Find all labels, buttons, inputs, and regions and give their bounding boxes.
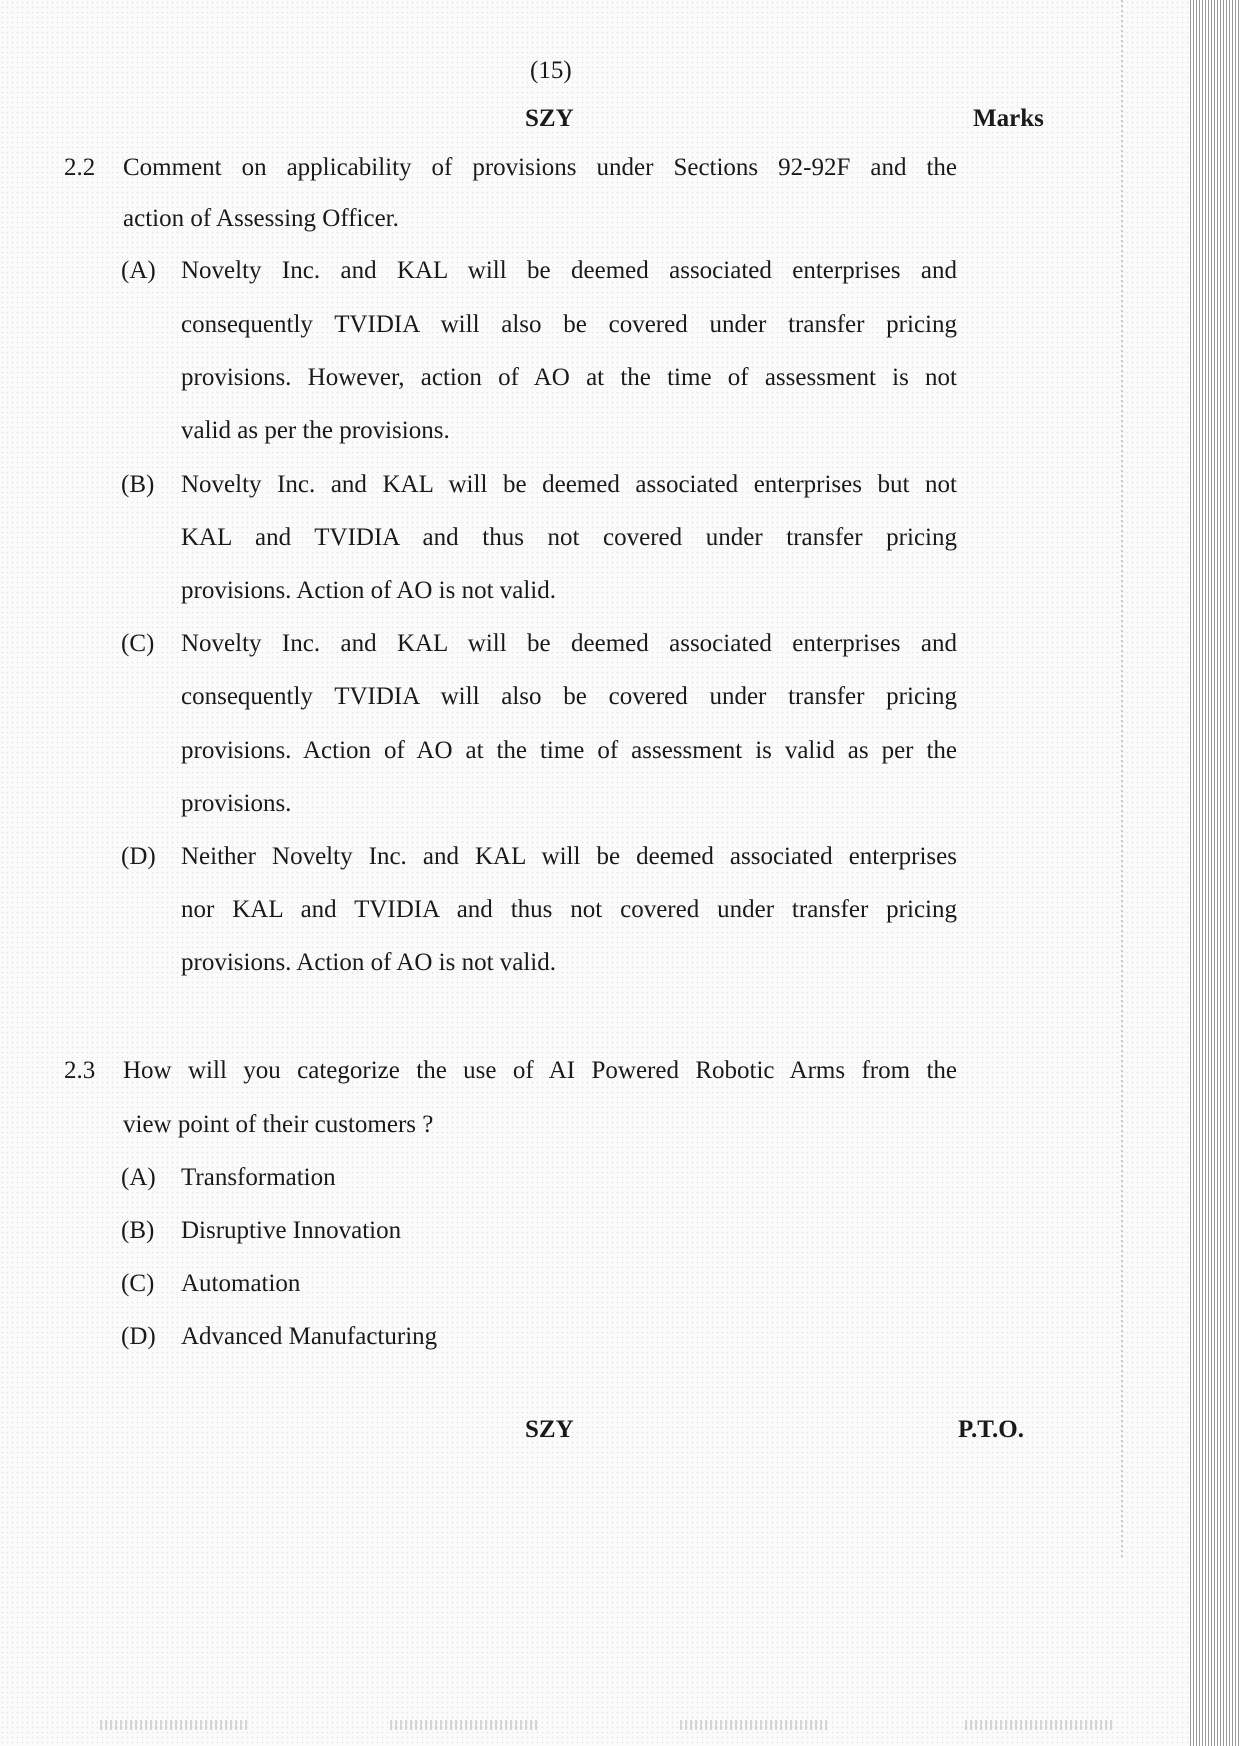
scan-smudge — [680, 1720, 830, 1730]
option-label: (A) — [121, 257, 156, 284]
option-text-line: consequently TVIDIA will also be covered under transfer pricing — [181, 311, 957, 338]
option-text-line: provisions. Action of AO is not valid. — [181, 949, 556, 976]
option-label: (B) — [121, 471, 155, 498]
option-text-line: Novelty Inc. and KAL will be deemed associated enterprises and — [181, 257, 957, 284]
option-label: (D) — [121, 1323, 156, 1350]
option-label: (A) — [121, 1164, 156, 1191]
option-text-line: provisions. Action of AO is not valid. — [181, 577, 556, 604]
option-text-line: valid as per the provisions. — [181, 417, 450, 444]
option-label: (B) — [121, 1217, 155, 1244]
page-number: (15) — [530, 57, 572, 84]
paper-code-header: SZY — [525, 105, 574, 132]
option-label: (C) — [121, 1270, 155, 1297]
option-text-line: provisions. — [181, 790, 292, 817]
option-text-line: provisions. However, action of AO at the time of assessment is not — [181, 364, 957, 391]
scan-smudge — [965, 1720, 1115, 1730]
please-turn-over: P.T.O. — [958, 1416, 1024, 1443]
scanner-binding-strip — [1190, 0, 1239, 1746]
paper-code-footer: SZY — [525, 1416, 574, 1443]
option-text-line: Neither Novelty Inc. and KAL will be deemed associated enterprises — [181, 843, 957, 870]
option-label: (D) — [121, 843, 156, 870]
scan-edge-line — [1121, 0, 1123, 1560]
question-text-line: Comment on applicability of provisions under Sections 92-92F and the — [123, 154, 957, 181]
option-text-line: nor KAL and TVIDIA and thus not covered under transfer pricing — [181, 896, 957, 923]
question-text-line: How will you categorize the use of AI Powered Robotic Arms from the — [123, 1057, 957, 1084]
option-text-line: Novelty Inc. and KAL will be deemed associated enterprises and — [181, 630, 957, 657]
option-text-line: KAL and TVIDIA and thus not covered under transfer pricing — [181, 524, 957, 551]
question-text-line: action of Assessing Officer. — [123, 205, 399, 232]
scan-smudge — [390, 1720, 540, 1730]
option-text-line: provisions. Action of AO at the time of assessment is valid as per the — [181, 737, 957, 764]
option-text-line: Advanced Manufacturing — [181, 1323, 438, 1350]
question-number: 2.2 — [64, 154, 96, 181]
question-text-line: view point of their customers ? — [123, 1111, 434, 1138]
option-text-line: Novelty Inc. and KAL will be deemed associated enterprises but not — [181, 471, 957, 498]
question-number: 2.3 — [64, 1057, 96, 1084]
marks-column-label: Marks — [973, 105, 1044, 132]
scan-smudge — [100, 1720, 250, 1730]
option-text-line: Transformation — [181, 1164, 336, 1191]
option-text-line: Disruptive Innovation — [181, 1217, 402, 1244]
option-label: (C) — [121, 630, 155, 657]
option-text-line: Automation — [181, 1270, 301, 1297]
option-text-line: consequently TVIDIA will also be covered under transfer pricing — [181, 683, 957, 710]
